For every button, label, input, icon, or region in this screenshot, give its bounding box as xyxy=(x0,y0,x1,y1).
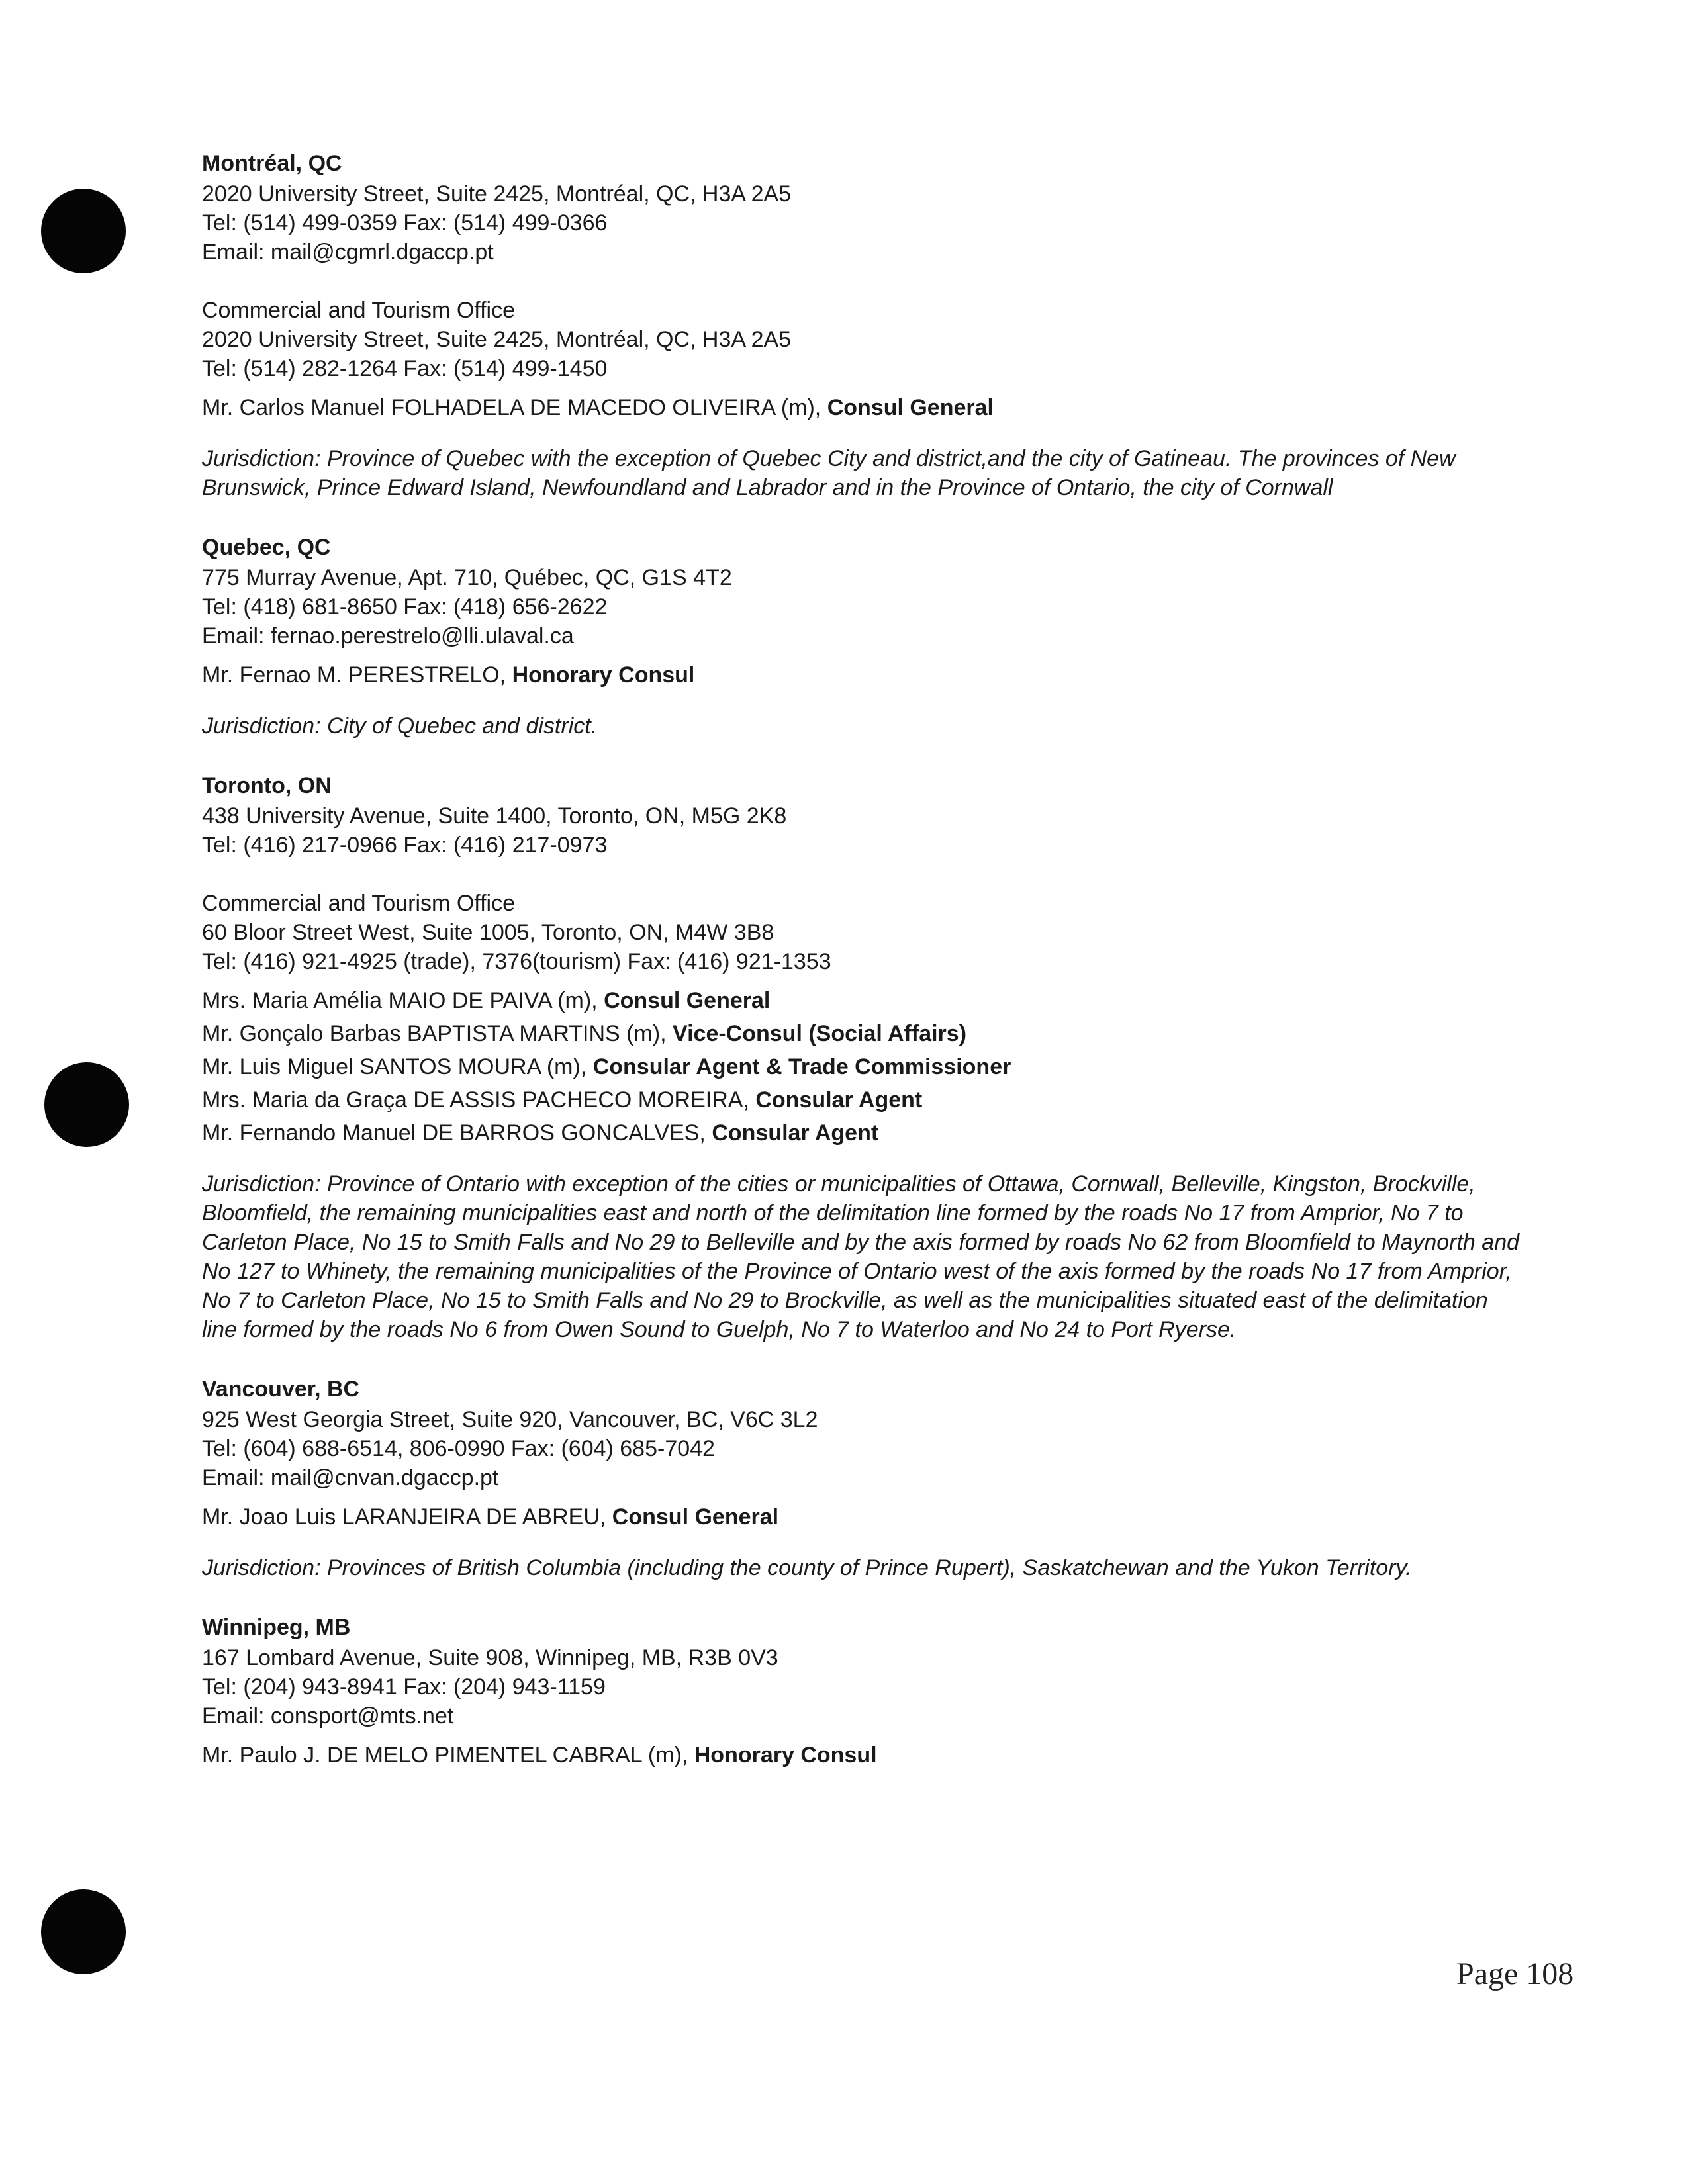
official-title: Vice-Consul (Social Affairs) xyxy=(673,1021,967,1046)
official-title: Consul General xyxy=(612,1504,779,1529)
officials-list xyxy=(202,391,1519,424)
address: 438 University Avenue, Suite 1400, Toronto, ON, M5G 2K8 xyxy=(202,803,787,829)
official-name: Mr. Paulo J. DE MELO PIMENTEL CABRAL (m), xyxy=(202,1743,694,1768)
phone-fax: Tel: (514) 499-0359 Fax: (514) 499-0366 xyxy=(202,210,608,236)
email: Email: mail@cgmrl.dgaccp.pt xyxy=(202,240,494,265)
official-name: Mr. Luis Miguel SANTOS MOURA (m), xyxy=(202,1054,593,1079)
punch-hole xyxy=(41,189,126,273)
phone-fax: Tel: (604) 688-6514, 806-0990 Fax: (604) 685-7042 xyxy=(202,1436,715,1461)
official xyxy=(202,1050,1519,1083)
office-address: 60 Bloor Street West, Suite 1005, Toronto, ON, M4W 3B8 xyxy=(202,920,774,945)
city-heading: Vancouver, BC xyxy=(202,1377,360,1402)
official-title: Honorary Consul xyxy=(694,1743,877,1768)
office-phone-fax: Tel: (514) 282-1264 Fax: (514) 499-1450 xyxy=(202,356,608,381)
consulate-montreal xyxy=(202,149,1519,502)
official xyxy=(202,1083,1519,1116)
jurisdiction: Jurisdiction: Provinces of British Columbia (including the county of Prince Rupert), Saskatchewan and the Yukon Territory. xyxy=(202,1555,1412,1580)
official xyxy=(202,1017,1519,1050)
jurisdiction: Jurisdiction: Province of Ontario with exception of the cities or municipalities of Ottawa, Cornwall, Belleville, Kingston, Brockville, Bloomfield, the remaining municipalities east and north of the delimitation line formed by the roads No 17 from Amprior, No 7 to Carleton Place, No 15 to Smith Falls and No 29 to Belleville and by the axis formed by roads No 62 from Bloomfield to Maynorth and No 127 to Whinety, the remaining municipalities of the Province of Ontario west of the axis formed by the roads No 17 from Amprior, No 7 to Carleton Place, No 15 to Smith Falls and No 29 to Brockville, as well as the municipalities situated east of the delimitation line formed by the roads No 6 from Owen Sound to Guelph, No 7 to Waterloo and No 24 to Port Ryerse. xyxy=(202,1171,1520,1342)
official-title: Honorary Consul xyxy=(512,662,695,688)
office-name: Commercial and Tourism Office xyxy=(202,298,516,323)
office-name: Commercial and Tourism Office xyxy=(202,891,516,916)
official xyxy=(202,659,1519,692)
officials-list xyxy=(202,1500,1519,1533)
consulate-listing xyxy=(202,149,1519,1802)
officials-list xyxy=(202,984,1519,1150)
official-title: Consul General xyxy=(827,395,994,420)
consulate-winnipeg xyxy=(202,1613,1519,1772)
official xyxy=(202,1116,1519,1150)
consulate-toronto xyxy=(202,771,1519,1344)
official-name: Mr. Carlos Manuel FOLHADELA DE MACEDO OLIVEIRA (m), xyxy=(202,395,827,420)
official-name: Mr. Fernao M. PERESTRELO, xyxy=(202,662,512,688)
address: 2020 University Street, Suite 2425, Montréal, QC, H3A 2A5 xyxy=(202,181,792,206)
email: Email: mail@cnvan.dgaccp.pt xyxy=(202,1465,499,1490)
address: 167 Lombard Avenue, Suite 908, Winnipeg, MB, R3B 0V3 xyxy=(202,1645,778,1670)
official-name: Mr. Gonçalo Barbas BAPTISTA MARTINS (m), xyxy=(202,1021,673,1046)
official-name: Mr. Fernando Manuel DE BARROS GONCALVES, xyxy=(202,1120,712,1146)
page-number: Page 108 xyxy=(1456,1956,1574,1991)
phone-fax: Tel: (416) 217-0966 Fax: (416) 217-0973 xyxy=(202,833,608,858)
official-name: Mrs. Maria da Graça DE ASSIS PACHECO MOREIRA, xyxy=(202,1087,756,1113)
city-heading: Toronto, ON xyxy=(202,773,332,798)
jurisdiction: Jurisdiction: Province of Quebec with the exception of Quebec City and district,and the city of Gatineau. The provinces of New Brunswick, Prince Edward Island, Newfoundland and Labrador and in the Province of Ontario, the city of Cornwall xyxy=(202,446,1456,500)
official-title: Consular Agent xyxy=(712,1120,879,1146)
phone-fax: Tel: (204) 943-8941 Fax: (204) 943-1159 xyxy=(202,1674,606,1700)
consulate-quebec xyxy=(202,533,1519,741)
address: 925 West Georgia Street, Suite 920, Vancouver, BC, V6C 3L2 xyxy=(202,1407,818,1432)
official-title: Consular Agent xyxy=(755,1087,923,1113)
jurisdiction: Jurisdiction: City of Quebec and district. xyxy=(202,713,598,739)
official-title: Consular Agent & Trade Commissioner xyxy=(592,1054,1011,1079)
email: Email: consport@mts.net xyxy=(202,1704,454,1729)
punch-hole xyxy=(44,1062,129,1147)
phone-fax: Tel: (418) 681-8650 Fax: (418) 656-2622 xyxy=(202,594,608,619)
official-name: Mrs. Maria Amélia MAIO DE PAIVA (m), xyxy=(202,988,604,1013)
official-title: Consul General xyxy=(604,988,771,1013)
city-heading: Quebec, QC xyxy=(202,535,331,560)
address: 775 Murray Avenue, Apt. 710, Québec, QC, G1S 4T2 xyxy=(202,565,732,590)
official xyxy=(202,1500,1519,1533)
official xyxy=(202,984,1519,1017)
consulate-vancouver xyxy=(202,1375,1519,1582)
official xyxy=(202,1739,1519,1772)
punch-hole xyxy=(41,1889,126,1974)
office-phone-fax: Tel: (416) 921-4925 (trade), 7376(tourism) Fax: (416) 921-1353 xyxy=(202,949,831,974)
city-heading: Montréal, QC xyxy=(202,151,342,176)
officials-list xyxy=(202,659,1519,692)
office-address: 2020 University Street, Suite 2425, Montréal, QC, H3A 2A5 xyxy=(202,327,792,352)
email: Email: fernao.perestrelo@lli.ulaval.ca xyxy=(202,623,574,649)
official-name: Mr. Joao Luis LARANJEIRA DE ABREU, xyxy=(202,1504,612,1529)
official xyxy=(202,391,1519,424)
city-heading: Winnipeg, MB xyxy=(202,1615,351,1640)
officials-list xyxy=(202,1739,1519,1772)
